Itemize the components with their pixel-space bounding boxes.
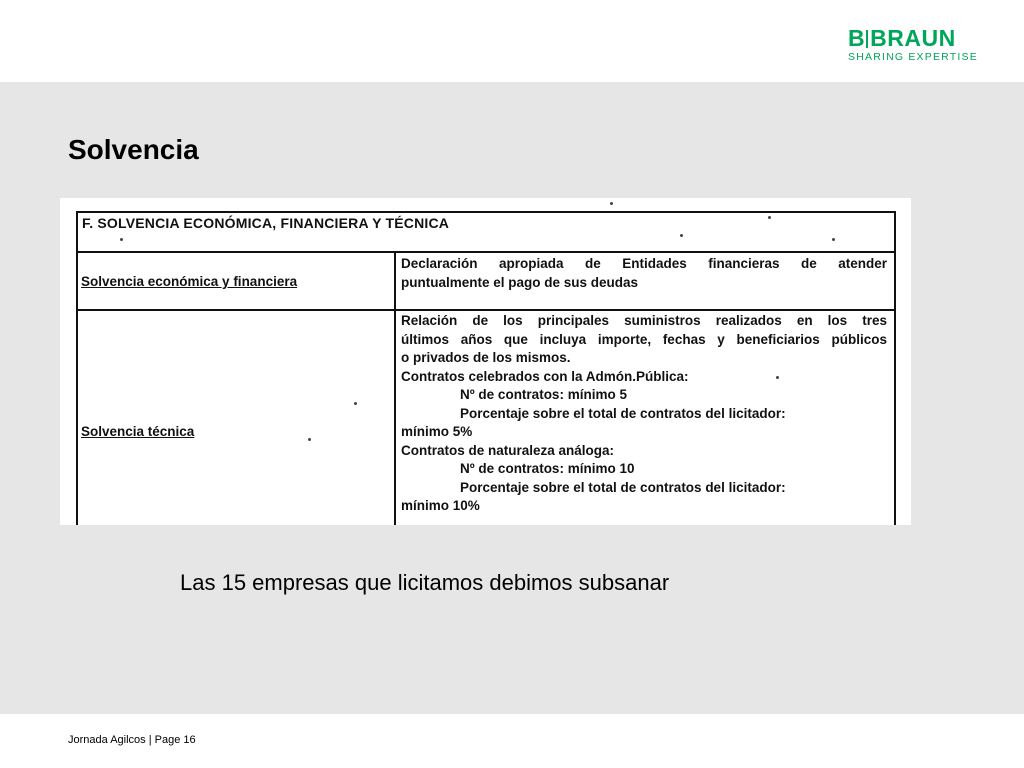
table-border-top (76, 211, 894, 213)
scanned-document (60, 198, 911, 525)
slide-title: Solvencia (68, 134, 199, 165)
header-bar (0, 0, 1024, 82)
scan-speck (354, 402, 357, 405)
logo-brand-name: BRAUN (870, 25, 956, 51)
scan-speck (680, 234, 683, 237)
technical-solvency-description (401, 312, 887, 516)
text-line: últimos años que incluya importe, fechas y beneficiarios públicos (401, 331, 887, 347)
logo-divider (866, 30, 868, 48)
text-line: Relación de los principales suministros realizados en los tres (401, 313, 887, 328)
scan-speck (308, 438, 311, 441)
slide-caption: Las 15 empresas que licitamos debimos subsanar (180, 570, 670, 595)
slide-body (0, 82, 1024, 714)
scan-speck (120, 238, 123, 241)
table-column-divider (394, 251, 396, 525)
text-line: Porcentaje sobre el total de contratos del licitador: (460, 405, 786, 421)
text-line: Nº de contratos: mínimo 5 (460, 387, 627, 402)
economic-solvency-description (401, 255, 887, 292)
text-line: Nº de contratos: mínimo 10 (460, 461, 635, 476)
text-line: mínimo 10% (401, 498, 480, 513)
text-line: Contratos de naturaleza análoga: (401, 442, 615, 458)
label-technical-solvency: Solvencia técnica (81, 424, 195, 439)
text-line: o privados de los mismos. (401, 350, 571, 365)
text-line: puntualmente el pago de sus deudas (401, 274, 639, 290)
bbraun-logo (848, 26, 998, 66)
text-line: Porcentaje sobre el total de contratos del licitador: (460, 479, 786, 495)
scan-speck (832, 238, 835, 241)
document-section-header: F. SOLVENCIA ECONÓMICA, FINANCIERA Y TÉCNICA (82, 215, 450, 231)
scan-speck (776, 376, 779, 379)
footer-bar (0, 714, 1024, 768)
scan-speck (768, 216, 771, 219)
text-line: Declaración apropiada de Entidades financieras de atender (401, 256, 887, 271)
footer-text: Jornada Agilcos | Page 16 (68, 734, 196, 746)
table-border-header (76, 251, 894, 253)
logo-tagline: SHARING EXPERTISE (848, 51, 978, 63)
logo-wordmark (848, 26, 998, 50)
text-line: Contratos celebrados con la Admón.Pública: (401, 368, 689, 384)
table-border-row (76, 309, 894, 311)
logo-letter: B (848, 25, 866, 51)
text-line: mínimo 5% (401, 424, 473, 439)
scan-speck (610, 202, 613, 205)
label-economic-solvency: Solvencia económica y financiera (81, 274, 298, 289)
